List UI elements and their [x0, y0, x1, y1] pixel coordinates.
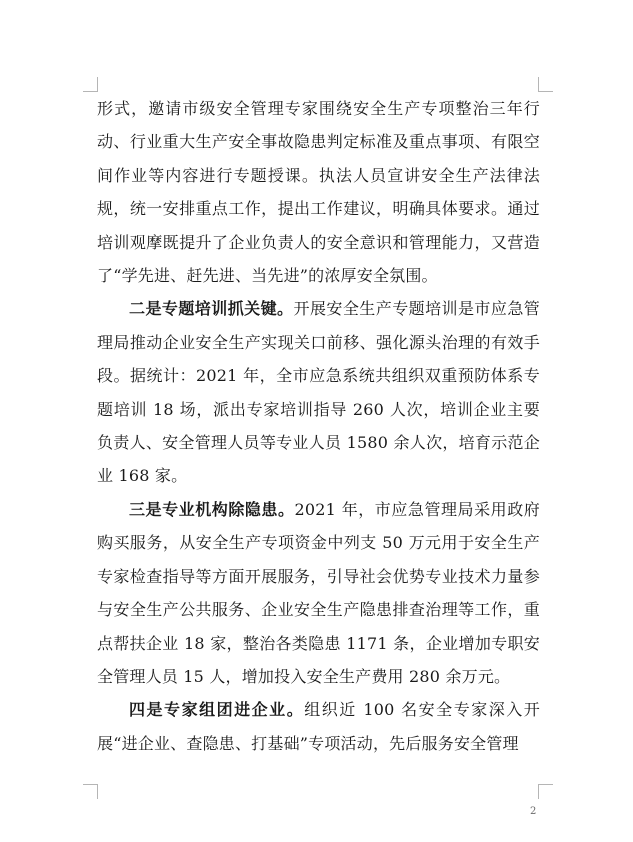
paragraph-text: 组织近 100 名安全专家深入开展“进企业、查隐患、打基础”专项活动，先后服务安全管理 — [97, 700, 540, 753]
paragraph-continuation — [97, 92, 540, 292]
page-number: 2 — [530, 806, 537, 817]
paragraph-hazard-removal — [97, 493, 540, 693]
paragraph-text: 开展安全生产专题培训是市应急管理局推动企业安全生产实现关口前移、强化源头治理的有效手段。据统计：2021 年，全市应急系统共组织双重预防体系专题培训 18 场，派出专家培训指导 260 人次，培训企业主要负责人、安全管理人员等专业人员 1580 余人次，培育示范企业 168 家。 — [97, 299, 540, 486]
crop-mark-bottom-right — [538, 784, 553, 799]
crop-mark-top-left — [83, 77, 98, 92]
paragraph-lead: 二是专题培训抓关键。 — [129, 299, 294, 319]
crop-mark-bottom-left — [83, 784, 98, 799]
paragraph-topic-training — [97, 292, 540, 492]
paragraph-lead: 四是专家组团进企业。 — [129, 700, 305, 720]
paragraph-text: 形式，邀请市级安全管理专家围绕安全生产专项整治三年行动、行业重大生产安全事故隐患判定标准及重点事项、有限空间作业等内容进行专题授课。执法人员宣讲安全生产法律法规，统一安排重点工作，提出工作建议，明确具体要求。通过培训观摩既提升了企业负责人的安全意识和管理能力，又营造了“学先进、赶先进、当先进”的浓厚安全氛围。 — [97, 99, 540, 286]
paragraph-lead: 三是专业机构除隐患。 — [129, 499, 295, 519]
crop-mark-top-right — [538, 77, 553, 92]
paragraph-text: 2021 年，市应急管理局采用政府购买服务，从安全生产专项资金中列支 50 万元用于安全生产专家检查指导等方面开展服务，引导社会优势专业技术力量参与安全生产公共服务、企业安全生产隐患排查治理等工作，重点帮扶企业 18 家，整治各类隐患 1171 条，企业增加专职安全管理人员 15 人，增加投入安全生产费用 280 余万元。 — [97, 499, 540, 686]
paragraph-expert-visits — [97, 693, 540, 760]
body-text — [97, 92, 540, 760]
